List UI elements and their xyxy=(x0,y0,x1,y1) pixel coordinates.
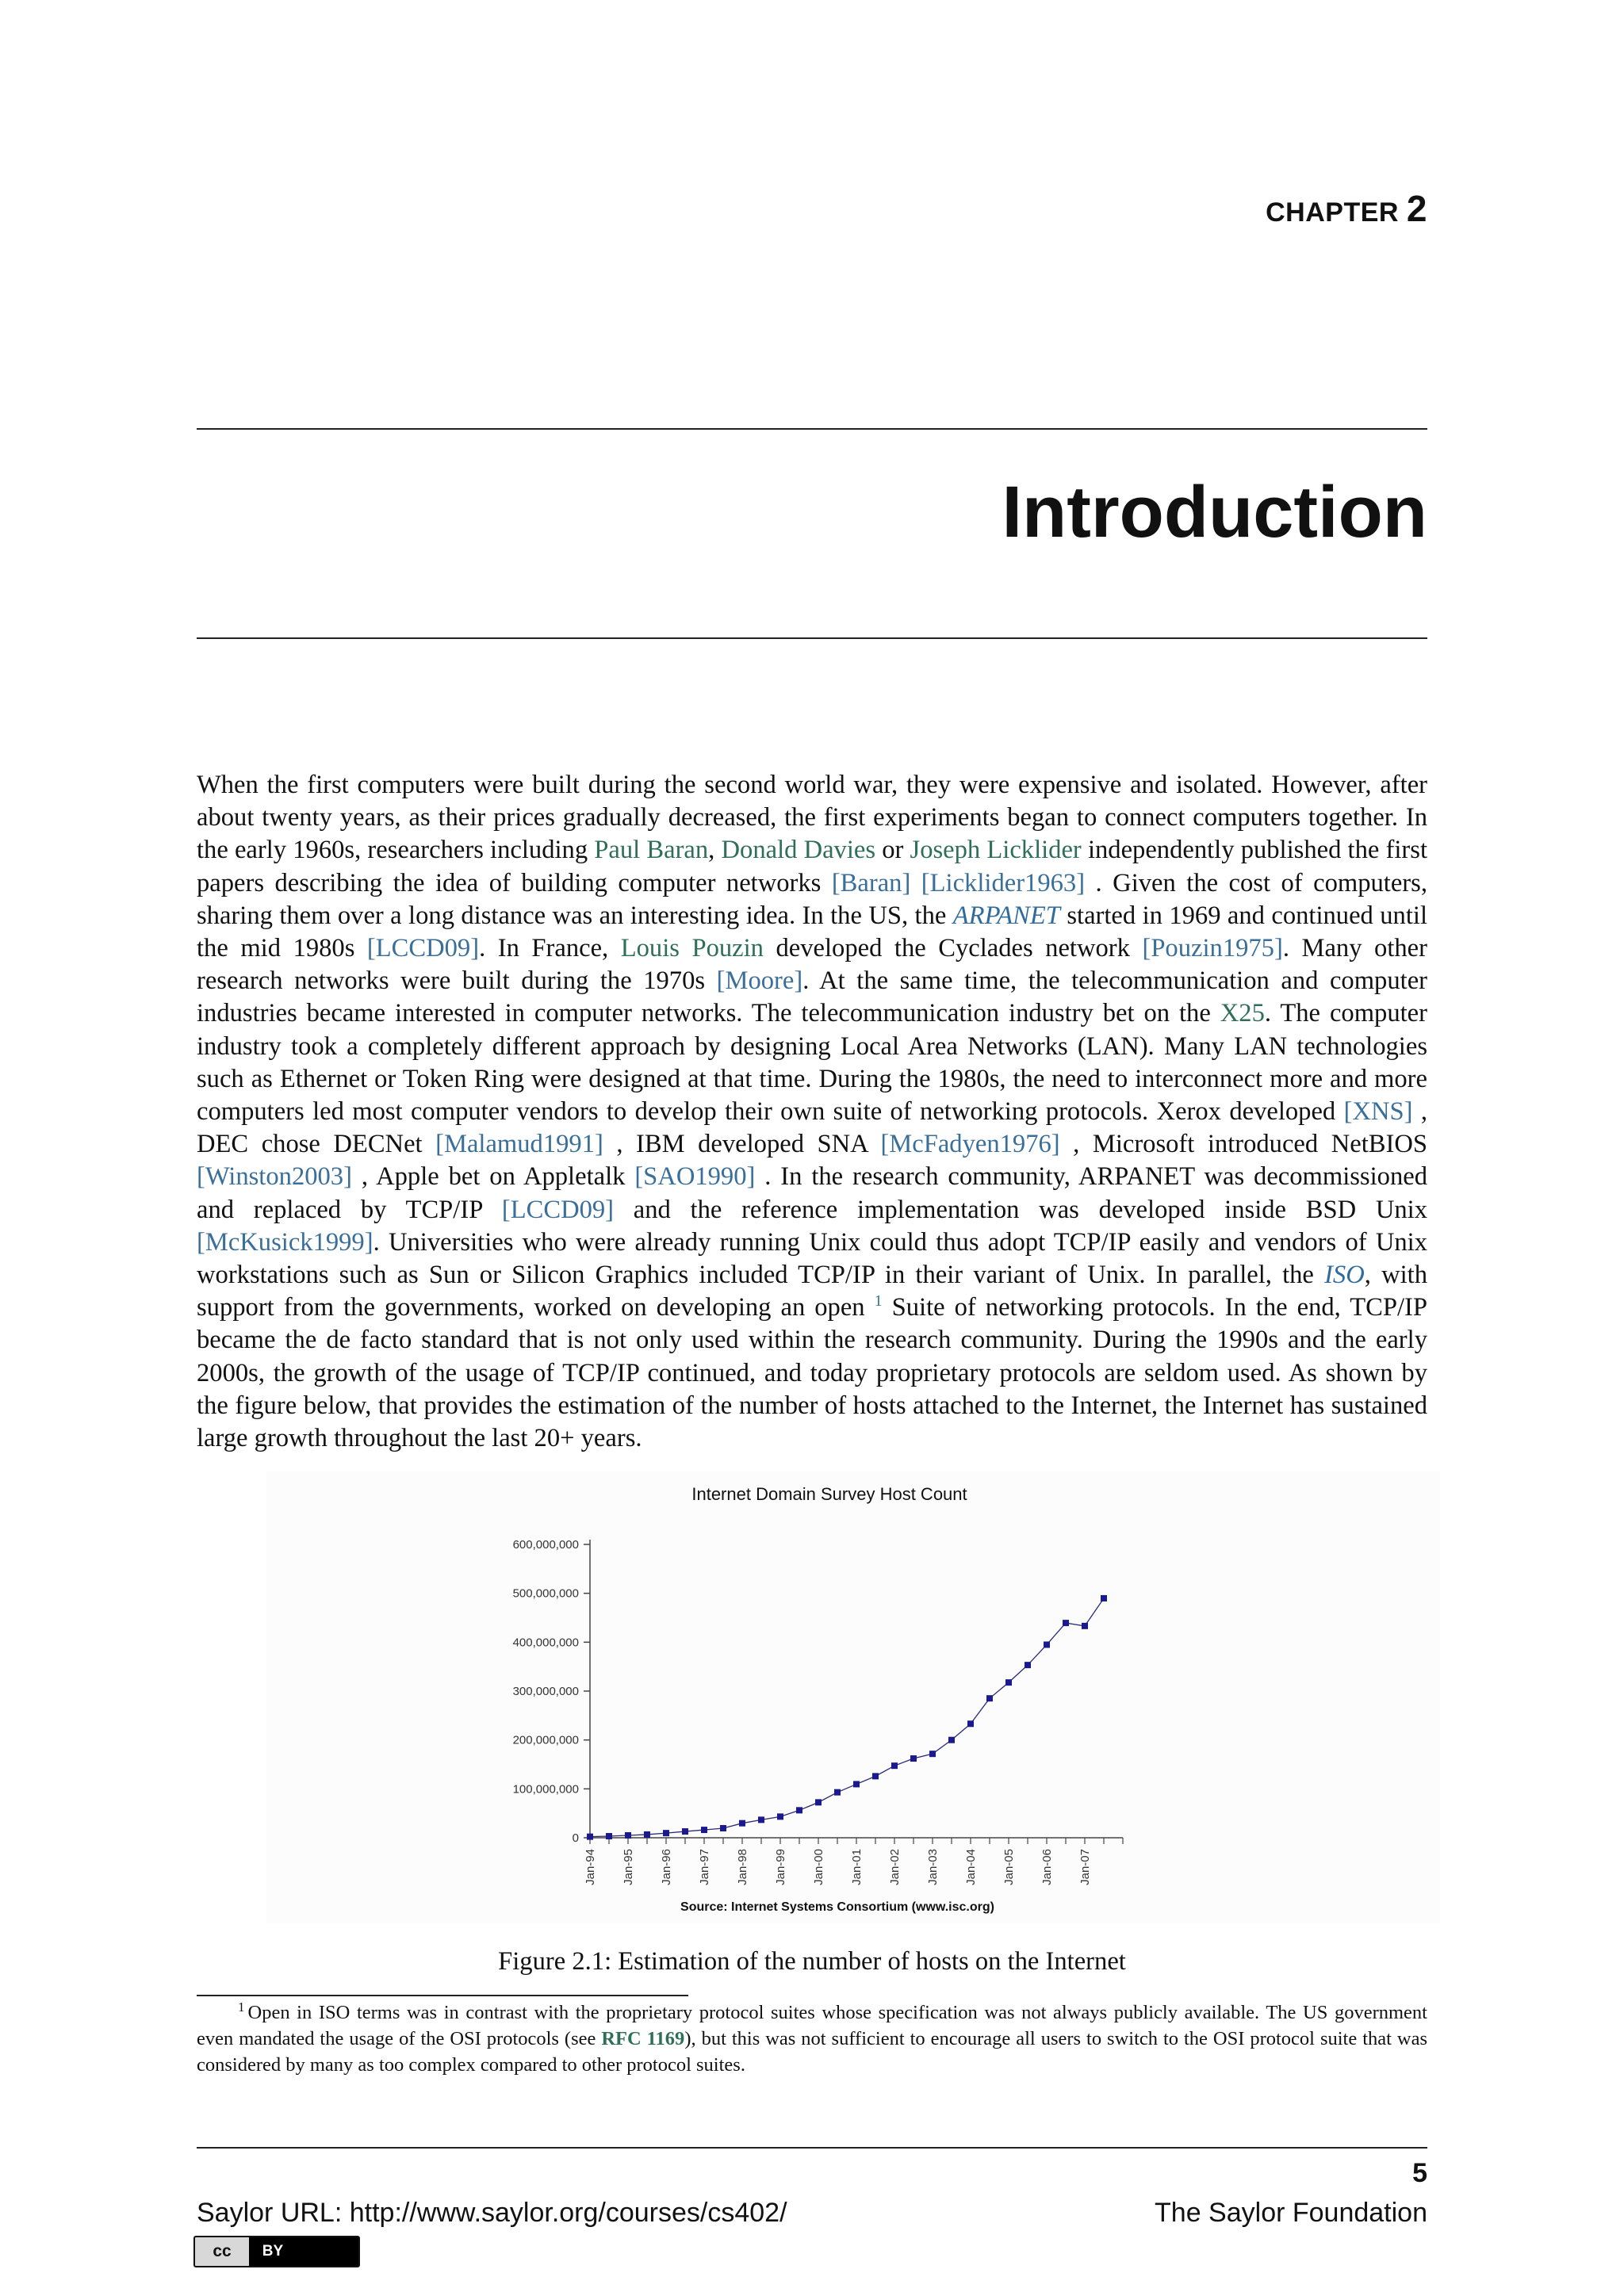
x-tick-label: Jan-94 xyxy=(584,1849,597,1885)
x-tick-label: Jan-99 xyxy=(774,1849,787,1885)
x-tick-label: Jan-97 xyxy=(698,1849,711,1885)
data-point xyxy=(872,1773,879,1779)
x-tick-label: Jan-02 xyxy=(888,1849,902,1885)
body-text-run: Suite of networking protocols. In the end, TCP/IP became the de facto standard that is not only used within the research community. During the 1990s and the early 2000s, the growth of the usage of TCP/IP continued, and today proprietary protocols are seldom used. As shown by the figure below, that provides the estimation of the number of hosts attached to the Internet, the Internet has sustained large growth throughout the last 20+ years. xyxy=(197,1293,1427,1453)
link-rfc-1169[interactable]: RFC 1169 xyxy=(601,2028,685,2049)
x-tick-label: Jan-03 xyxy=(926,1849,940,1885)
body-text-run: and the reference implementation was developed inside BSD Unix xyxy=(614,1195,1427,1224)
link-iso[interactable]: ISO xyxy=(1324,1261,1365,1290)
body-text-run: started in 1969 and continued until the mid 1980s xyxy=(197,901,1427,963)
figure-caption: Figure 2.1: Estimation of the number of hosts on the Internet xyxy=(498,1947,1126,1976)
footnote-text-end: ), but this was not sufficient to encourage all users to switch to the OSI protocol suite that was considered by many as too complex compared to other protocol suites. xyxy=(197,2028,1427,2076)
citation-mcfadyen1976[interactable]: [McFadyen1976] xyxy=(880,1130,1060,1159)
data-point xyxy=(967,1720,974,1727)
x-tick-label: Jan-96 xyxy=(660,1849,673,1885)
data-point xyxy=(929,1751,936,1757)
link-louis-pouzin[interactable]: Louis Pouzin xyxy=(620,934,764,963)
link-joseph-licklider[interactable]: Joseph Licklider xyxy=(910,836,1082,865)
footnote-reference[interactable]: 1 xyxy=(874,1292,883,1311)
body-text-run: . Given the cost of computers, sharing them over a long distance was an interesting idea. In the US, the xyxy=(197,868,1427,930)
body-text-run xyxy=(910,869,921,897)
title-bottom-rule xyxy=(197,637,1427,639)
data-point xyxy=(986,1695,993,1701)
footnote-mark: 1 xyxy=(238,1999,245,2015)
y-axis xyxy=(513,1538,590,1845)
chapter-title: Introduction xyxy=(1002,472,1427,553)
data-point xyxy=(1005,1679,1012,1686)
citation-lccd09[interactable]: [LCCD09] xyxy=(366,934,480,963)
data-point xyxy=(663,1830,669,1836)
body-text-run: . At the same time, the telecommunication and computer industries became interested in computer networks. The telecommunication industry bet on the xyxy=(197,966,1427,1028)
citation-baran[interactable]: [Baran] xyxy=(831,868,911,897)
saylor-url[interactable]: Saylor URL: http://www.saylor.org/courses/cs402/ xyxy=(197,2198,787,2228)
y-tick-label: 600,000,000 xyxy=(512,1538,579,1552)
body-text-run: . In France, xyxy=(479,934,621,963)
data-point xyxy=(891,1762,898,1769)
data-point xyxy=(834,1789,841,1796)
x-tick-label: Jan-00 xyxy=(812,1849,825,1885)
footnote-text: Open in ISO terms was in contrast with the proprietary protocol suites whose specification was not always publicly available. The US government even mandated the usage of the OSI protocols (see xyxy=(197,2002,1427,2049)
data-point xyxy=(853,1781,860,1787)
data-point xyxy=(758,1816,764,1823)
body-text-run: . The computer industry took a completely different approach by designing Local Area Networks (LAN). Many LAN technologies such as Ethernet or Token Ring were designed at that time. During the 1980s, the need to interconnect more and more computers led most computer vendors to develop their own suite of networking protocols. Xerox developed xyxy=(197,999,1427,1127)
body-text-run: . In the research community, ARPANET was decommissioned and replaced by TCP/IP xyxy=(197,1162,1427,1224)
data-point xyxy=(701,1827,707,1833)
citation-lccd09-2[interactable]: [LCCD09] xyxy=(501,1195,615,1224)
chapter-label xyxy=(1266,187,1427,230)
body-text-run: independently published the first papers describing the idea of building computer networks xyxy=(197,836,1427,897)
footnote xyxy=(197,1999,1427,2078)
y-tick-label: 0 xyxy=(572,1831,579,1845)
data-point xyxy=(815,1799,822,1805)
data-point xyxy=(777,1813,783,1820)
data-point xyxy=(644,1831,650,1838)
data-point xyxy=(682,1828,688,1835)
series-line xyxy=(590,1598,1104,1837)
data-point xyxy=(1082,1623,1088,1629)
citation-malamud1991[interactable]: [Malamud1991] xyxy=(435,1130,603,1159)
data-point xyxy=(587,1834,593,1840)
link-paul-baran[interactable]: Paul Baran xyxy=(594,836,709,865)
data-point xyxy=(1044,1641,1050,1647)
x-axis xyxy=(584,1838,1123,1885)
body-text-run: When the first computers were built during the second world war, they were expensive and isolated. However, after about twenty years, as their prices gradually decreased, the first experiments began to connect computers together. In the early 1960s, researchers including xyxy=(197,771,1427,865)
chart-title: Internet Domain Survey Host Count xyxy=(691,1484,967,1504)
link-arpanet[interactable]: ARPANET xyxy=(952,901,1060,930)
citation-licklider1963[interactable]: [Licklider1963] xyxy=(921,868,1086,897)
x-tick-label: Jan-04 xyxy=(964,1849,978,1885)
y-tick-label: 500,000,000 xyxy=(512,1586,579,1601)
body-text-run: . Universities who were already running Unix could thus adopt TCP/IP easily and vendors of Unix workstations such as Sun or Silicon Graphics included TCP/IP in their variant of Unix. In parallel, the xyxy=(197,1227,1427,1290)
x-tick-label: Jan-06 xyxy=(1040,1849,1054,1885)
figure-host-count-chart xyxy=(266,1471,1440,1923)
citation-pouzin1975[interactable]: [Pouzin1975] xyxy=(1142,934,1283,963)
citation-winston2003[interactable]: [Winston2003] xyxy=(197,1162,352,1192)
x-tick-label: Jan-98 xyxy=(736,1849,749,1885)
data-point xyxy=(1063,1620,1069,1626)
data-point xyxy=(739,1820,745,1827)
citation-xns[interactable]: [XNS] xyxy=(1343,1097,1413,1127)
body-text-run: or xyxy=(875,836,910,865)
by-label: BY xyxy=(262,2243,284,2260)
title-top-rule xyxy=(197,428,1427,430)
x-tick-label: Jan-07 xyxy=(1078,1849,1092,1885)
body-text-run: , with support from the governments, worked on developing an open xyxy=(197,1261,1427,1322)
data-point xyxy=(910,1755,917,1762)
body-text-run: , IBM developed SNA xyxy=(603,1130,881,1159)
y-tick-label: 400,000,000 xyxy=(512,1636,579,1650)
link-x25[interactable]: X25 xyxy=(1220,999,1265,1028)
footnote-rule xyxy=(197,1995,688,1996)
body-text-run: , Apple bet on Appletalk xyxy=(351,1162,635,1192)
data-point xyxy=(720,1825,726,1831)
citation-mckusick1999[interactable]: [McKusick1999] xyxy=(197,1227,373,1257)
y-tick-label: 300,000,000 xyxy=(512,1685,579,1698)
data-point xyxy=(796,1807,802,1813)
body-paragraph xyxy=(197,769,1427,1455)
link-donald-davies[interactable]: Donald Davies xyxy=(721,836,876,865)
series-host-count xyxy=(587,1595,1107,1840)
x-tick-label: Jan-95 xyxy=(622,1849,635,1885)
body-text-run: , Microsoft introduced NetBIOS xyxy=(1059,1130,1427,1159)
chart-source-note: Source: Internet Systems Consortium (www.isc.org) xyxy=(680,1900,994,1914)
footer-rule xyxy=(197,2147,1427,2149)
chart-svg xyxy=(266,1471,1440,1923)
body-text-run: , xyxy=(708,836,722,865)
data-point xyxy=(606,1833,612,1839)
body-text-run: developed the Cyclades network xyxy=(763,934,1143,963)
x-tick-label: Jan-01 xyxy=(850,1849,864,1885)
data-point xyxy=(1101,1595,1107,1601)
body-text-run: . Many other research networks were built during the 1970s xyxy=(197,934,1427,996)
body-text-run: , DEC chose DECNet xyxy=(197,1097,1427,1159)
data-point xyxy=(948,1737,955,1743)
citation-sao1990[interactable]: [SAO1990] xyxy=(634,1162,756,1192)
chapter-word: CHAPTER xyxy=(1266,197,1399,228)
cc-by-license-badge[interactable] xyxy=(193,2236,360,2267)
saylor-foundation: The Saylor Foundation xyxy=(1155,2198,1427,2228)
page-number: 5 xyxy=(1412,2158,1427,2188)
data-point xyxy=(625,1832,631,1839)
chapter-number: 2 xyxy=(1406,188,1427,229)
cc-logo-icon: cc xyxy=(195,2237,249,2266)
y-tick-label: 100,000,000 xyxy=(512,1782,579,1797)
y-tick-label: 200,000,000 xyxy=(512,1733,579,1747)
citation-moore[interactable]: [Moore] xyxy=(716,966,803,996)
x-tick-label: Jan-05 xyxy=(1002,1849,1016,1885)
data-point xyxy=(1025,1662,1031,1668)
